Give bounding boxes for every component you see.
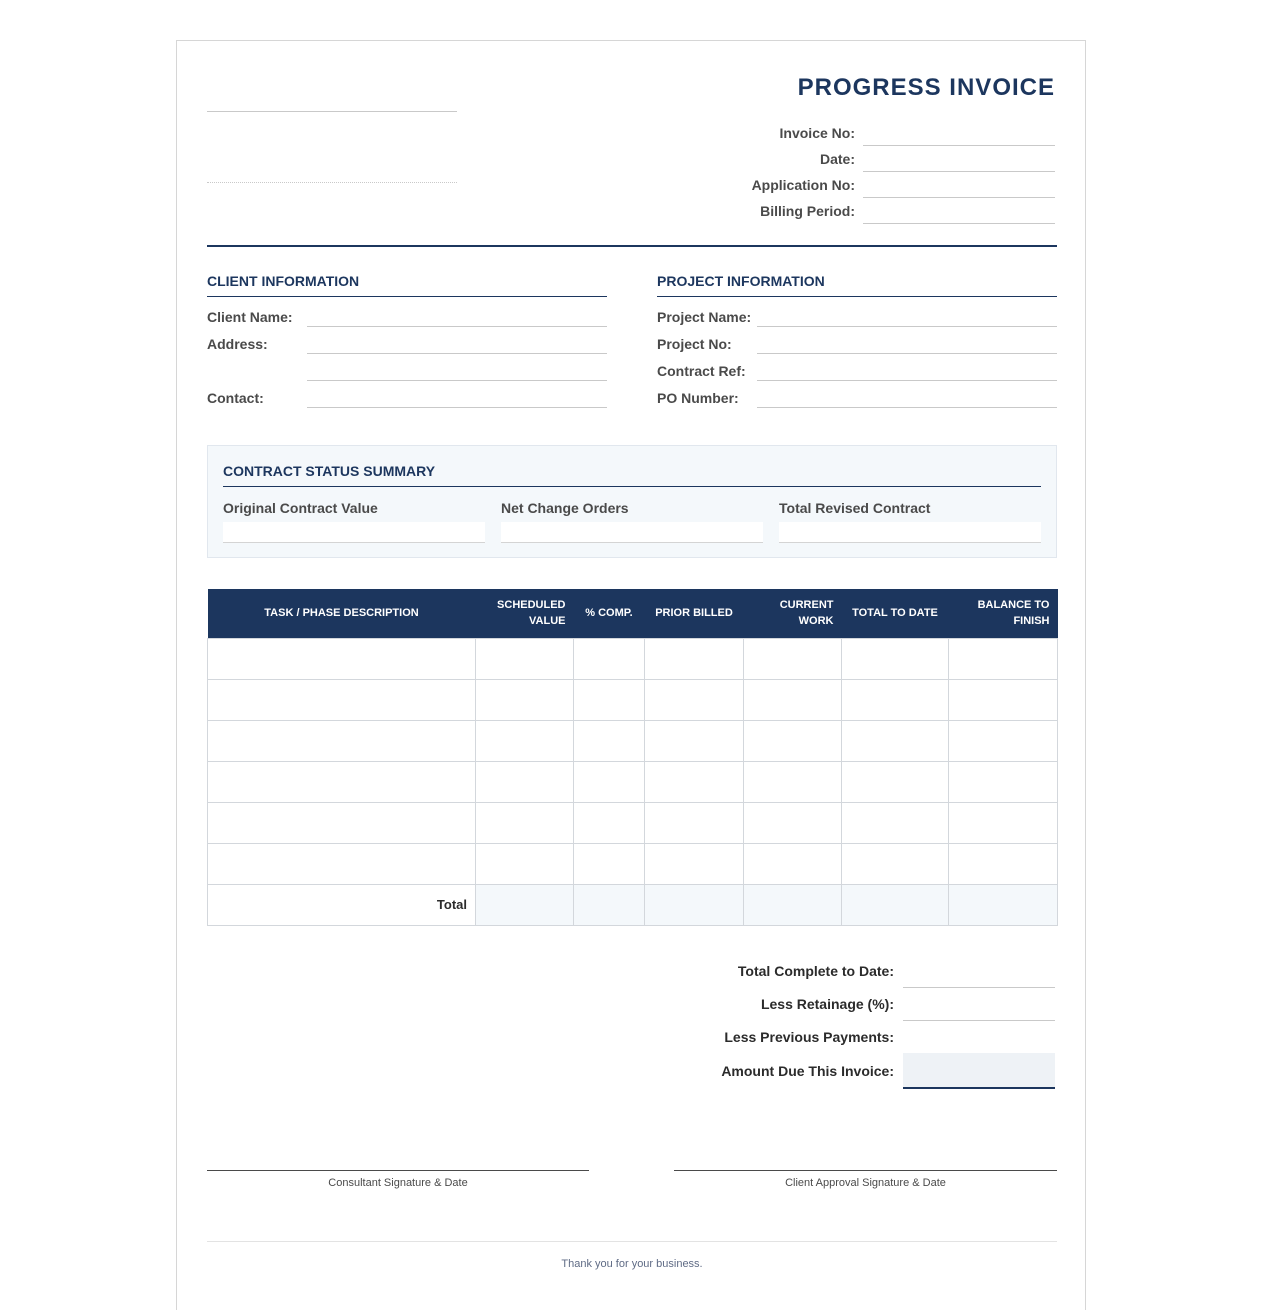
col-total-to-date: TOTAL TO DATE [842,589,949,638]
project-name-field[interactable] [757,304,1057,327]
project-info-rule [657,296,1057,297]
project-name-label: Project Name: [657,309,752,325]
date-row [655,147,1055,173]
table-cell[interactable] [842,761,949,802]
address-label: Address: [207,336,268,352]
less-previous-payments-field[interactable] [903,1023,1055,1054]
table-cell[interactable] [645,761,744,802]
date-field[interactable] [863,147,1055,172]
less-previous-payments-label: Less Previous Payments: [724,1029,894,1045]
total-balance-to-finish[interactable] [949,884,1058,925]
table-cell[interactable] [744,802,842,843]
table-cell[interactable] [744,679,842,720]
table-cell[interactable] [744,761,842,802]
header-divider [207,245,1057,247]
table-cell[interactable] [476,843,574,884]
application-no-field[interactable] [863,173,1055,198]
consultant-signature-label: Consultant Signature & Date [328,1177,468,1189]
table-cell[interactable] [949,679,1058,720]
total-to-date[interactable] [842,884,949,925]
table-row [208,638,1058,679]
table-cell[interactable] [949,802,1058,843]
table-cell[interactable] [842,720,949,761]
table-cell[interactable] [645,720,744,761]
less-retainage-field[interactable] [903,990,1055,1021]
table-cell[interactable] [842,638,949,679]
company-address-line[interactable] [207,182,457,183]
table-cell[interactable] [645,802,744,843]
table-cell[interactable] [574,638,645,679]
table-cell[interactable] [574,761,645,802]
client-info-rule [207,296,607,297]
original-contract-label: Original Contract Value [223,500,378,516]
table-cell[interactable] [574,720,645,761]
invoice-no-field[interactable] [863,121,1055,146]
total-revised-contract-label: Total Revised Contract [779,500,931,516]
total-revised-contract-field[interactable] [779,522,1041,543]
project-info-heading: PROJECT INFORMATION [657,273,825,289]
table-cell[interactable] [476,720,574,761]
table-cell[interactable] [744,843,842,884]
company-name-line[interactable] [207,111,457,112]
client-signature-label: Client Approval Signature & Date [785,1177,946,1189]
contract-ref-label: Contract Ref: [657,363,746,379]
table-cell[interactable] [208,761,476,802]
net-change-orders-label: Net Change Orders [501,500,629,516]
summary-heading: CONTRACT STATUS SUMMARY [223,463,436,479]
col-balance-to-finish: BALANCE TO FINISH [949,589,1058,638]
footer-divider [207,1241,1057,1242]
date-label: Date: [819,151,855,167]
table-cell[interactable] [208,638,476,679]
table-cell[interactable] [476,761,574,802]
invoice-title: PROGRESS INVOICE [797,74,1055,101]
invoice-no-label: Invoice No: [779,125,855,141]
client-name-field[interactable] [307,304,607,327]
less-retainage-label: Less Retainage (%): [760,996,894,1012]
amount-due-label: Amount Due This Invoice: [721,1063,894,1079]
billing-period-field[interactable] [863,199,1055,224]
po-number-label: PO Number: [657,390,739,406]
table-header-row [208,589,1058,638]
total-scheduled-value[interactable] [476,884,574,925]
table-cell[interactable] [645,638,744,679]
billing-period-row [655,199,1055,225]
contract-status-summary [207,445,1057,558]
table-cell[interactable] [744,720,842,761]
address-field-line2[interactable] [307,358,607,381]
table-cell[interactable] [949,720,1058,761]
summary-rule [223,486,1041,487]
table-cell[interactable] [645,679,744,720]
contract-ref-field[interactable] [757,358,1057,381]
col-percent-complete: % COMP. [574,589,645,638]
client-signature-line[interactable] [674,1170,1057,1171]
table-cell[interactable] [645,843,744,884]
table-cell[interactable] [476,638,574,679]
col-current-work: CURRENT WORK [744,589,842,638]
table-cell[interactable] [842,802,949,843]
table-cell[interactable] [842,679,949,720]
table-cell[interactable] [476,679,574,720]
contact-label: Contact: [207,390,264,406]
billing-period-label: Billing Period: [760,203,855,219]
table-cell[interactable] [574,843,645,884]
application-no-row [655,173,1055,199]
table-cell[interactable] [574,802,645,843]
invoice-page [176,40,1086,1310]
col-prior-billed: PRIOR BILLED [645,589,744,638]
client-info-heading: CLIENT INFORMATION [207,273,360,289]
footer-thank-you: Thank you for your business. [561,1258,703,1270]
table-cell[interactable] [208,843,476,884]
application-no-label: Application No: [751,177,855,193]
total-complete-label: Total Complete to Date: [737,963,894,979]
table-cell[interactable] [949,843,1058,884]
progress-table [207,589,1058,926]
table-cell[interactable] [949,638,1058,679]
po-number-field[interactable] [757,385,1057,408]
table-cell[interactable] [208,720,476,761]
contact-field[interactable] [307,385,607,408]
total-complete-field[interactable] [903,957,1055,988]
invoice-no-row [655,121,1055,147]
project-no-field[interactable] [757,331,1057,354]
col-task-description: TASK / PHASE DESCRIPTION [208,589,476,638]
table-cell[interactable] [842,843,949,884]
table-total-label: Total [208,884,476,925]
table-cell[interactable] [574,679,645,720]
table-cell[interactable] [208,679,476,720]
table-cell[interactable] [476,802,574,843]
table-cell[interactable] [208,802,476,843]
original-contract-field[interactable] [223,522,485,543]
net-change-orders-field[interactable] [501,522,763,543]
client-name-label: Client Name: [207,309,293,325]
address-field-line1[interactable] [307,331,607,354]
total-prior-billed[interactable] [645,884,744,925]
table-row [208,802,1058,843]
total-percent-complete[interactable] [574,884,645,925]
col-scheduled-value: SCHEDULED VALUE [476,589,574,638]
table-cell[interactable] [949,761,1058,802]
table-total-row [208,884,1058,925]
table-cell[interactable] [744,638,842,679]
consultant-signature-line[interactable] [207,1170,589,1171]
table-row [208,720,1058,761]
project-no-label: Project No: [657,336,732,352]
table-row [208,761,1058,802]
table-row [208,679,1058,720]
table-row [208,843,1058,884]
total-current-work[interactable] [744,884,842,925]
amount-due-field[interactable] [903,1053,1055,1089]
